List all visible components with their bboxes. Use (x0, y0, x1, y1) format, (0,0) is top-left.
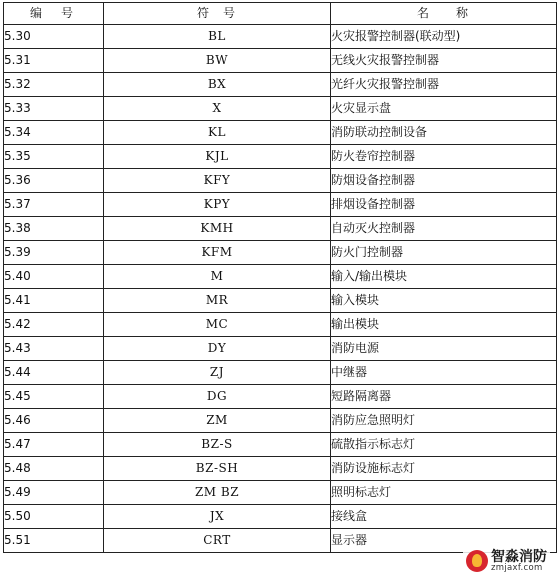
header-symbol-char-1: 符 (197, 6, 210, 20)
row-symbol: KFM (104, 241, 331, 265)
row-symbol: BZ-S (104, 433, 331, 457)
row-number: 5.38 (4, 217, 104, 241)
row-number: 5.47 (4, 433, 104, 457)
row-symbol: CRT (104, 529, 331, 553)
row-name: 消防电源 (331, 337, 557, 361)
row-symbol: JX (104, 505, 331, 529)
header-number-char-1: 编 (30, 6, 43, 20)
row-symbol: BX (104, 73, 331, 97)
row-symbol: ZM BZ (104, 481, 331, 505)
table-row (4, 49, 557, 73)
row-symbol: KPY (104, 193, 331, 217)
header-symbol-char-2: 号 (222, 6, 235, 20)
table-row (4, 265, 557, 289)
row-symbol: X (104, 97, 331, 121)
row-name: 自动灭火控制器 (331, 217, 557, 241)
row-symbol: DG (104, 385, 331, 409)
row-name: 消防设施标志灯 (331, 457, 557, 481)
row-symbol: KL (104, 121, 331, 145)
row-symbol: DY (104, 337, 331, 361)
row-symbol: KFY (104, 169, 331, 193)
row-number: 5.45 (4, 385, 104, 409)
row-number: 5.37 (4, 193, 104, 217)
row-number: 5.42 (4, 313, 104, 337)
row-number: 5.32 (4, 73, 104, 97)
row-number: 5.35 (4, 145, 104, 169)
header-name-char-1: 名 (417, 6, 430, 20)
row-name: 排烟设备控制器 (331, 193, 557, 217)
header-name (331, 3, 557, 25)
row-symbol: BZ-SH (104, 457, 331, 481)
watermark (463, 549, 550, 574)
row-number: 5.46 (4, 409, 104, 433)
row-symbol: BW (104, 49, 331, 73)
row-number: 5.41 (4, 289, 104, 313)
row-symbol: KJL (104, 145, 331, 169)
table-row (4, 457, 557, 481)
header-name-char-2: 称 (455, 6, 468, 20)
row-name: 中继器 (331, 361, 557, 385)
table-row (4, 193, 557, 217)
row-name: 火灾报警控制器(联动型) (331, 25, 557, 49)
row-number: 5.33 (4, 97, 104, 121)
row-symbol: MC (104, 313, 331, 337)
row-name: 短路隔离器 (331, 385, 557, 409)
table-row (4, 97, 557, 121)
row-number: 5.36 (4, 169, 104, 193)
row-symbol: ZJ (104, 361, 331, 385)
row-number: 5.40 (4, 265, 104, 289)
header-number-char-2: 号 (60, 6, 73, 20)
row-number: 5.48 (4, 457, 104, 481)
table-row (4, 217, 557, 241)
row-name: 输入/输出模块 (331, 265, 557, 289)
table-row (4, 25, 557, 49)
row-name: 防火卷帘控制器 (331, 145, 557, 169)
row-symbol: KMH (104, 217, 331, 241)
table-row (4, 433, 557, 457)
table-row (4, 361, 557, 385)
watermark-text: 智淼消防 (491, 548, 547, 565)
table-row (4, 241, 557, 265)
table-row (4, 169, 557, 193)
row-name: 显示器 (331, 529, 557, 553)
table-row (4, 385, 557, 409)
table-row (4, 481, 557, 505)
row-name: 防烟设备控制器 (331, 169, 557, 193)
row-symbol: BL (104, 25, 331, 49)
symbol-table (3, 2, 557, 553)
row-symbol: MR (104, 289, 331, 313)
table-row (4, 505, 557, 529)
row-name: 光纤火灾报警控制器 (331, 73, 557, 97)
header-symbol (104, 3, 331, 25)
table-row (4, 337, 557, 361)
row-number: 5.51 (4, 529, 104, 553)
row-symbol: ZM (104, 409, 331, 433)
row-number: 5.39 (4, 241, 104, 265)
row-number: 5.31 (4, 49, 104, 73)
header-number (4, 3, 104, 25)
watermark-url: zmjaxf.com (491, 562, 543, 573)
row-name: 接线盒 (331, 505, 557, 529)
table-header-row (4, 3, 557, 25)
row-name: 硫散指示标志灯 (331, 433, 557, 457)
row-number: 5.44 (4, 361, 104, 385)
table-row (4, 409, 557, 433)
table-row (4, 121, 557, 145)
row-name: 输入模块 (331, 289, 557, 313)
row-name: 火灾显示盘 (331, 97, 557, 121)
row-name: 消防联动控制设备 (331, 121, 557, 145)
row-name: 无线火灾报警控制器 (331, 49, 557, 73)
flame-logo-icon (466, 550, 488, 572)
table-row (4, 289, 557, 313)
row-number: 5.43 (4, 337, 104, 361)
table-row (4, 145, 557, 169)
row-name: 防火门控制器 (331, 241, 557, 265)
table-row (4, 313, 557, 337)
row-number: 5.30 (4, 25, 104, 49)
row-number: 5.50 (4, 505, 104, 529)
row-name: 消防应急照明灯 (331, 409, 557, 433)
row-name: 照明标志灯 (331, 481, 557, 505)
row-number: 5.34 (4, 121, 104, 145)
row-name: 输出模块 (331, 313, 557, 337)
row-symbol: M (104, 265, 331, 289)
table-row (4, 73, 557, 97)
row-number: 5.49 (4, 481, 104, 505)
